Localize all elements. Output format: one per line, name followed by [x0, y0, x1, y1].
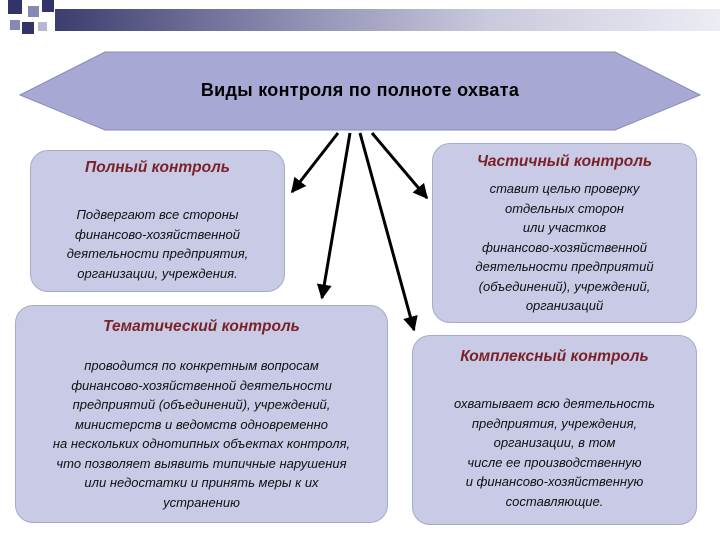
box-thematic-control: [15, 305, 388, 523]
box-full-control: [30, 150, 285, 292]
box-thematic-title: Тематический контроль: [103, 318, 300, 335]
box-partial-title: Частичный контроль: [476, 153, 653, 170]
banner-title: Виды контроля по полноте охвата: [200, 80, 520, 100]
box-complex-control: [412, 335, 697, 525]
box-partial-text: ставит целью проверку отдельных сторон или участков финансово-хозяйственной деятельности предприятий (объединений), учреждений, организаций: [475, 181, 654, 313]
box-partial-control: [432, 143, 697, 323]
box-full-title: Полный контроль: [85, 159, 230, 176]
box-thematic-text: проводится по конкретным вопросам финансово-хозяйственной деятельности предприятий (объединений), учреждений, министерств и ведомств одновременно на нескольких однотипных объектах контроля, что позволяет выявить типичные нарушения или недостатки и принять меры к их устранению: [52, 358, 351, 510]
box-full-text: Подвергают все стороны финансово-хозяйственной деятельности предприятия, организации, учреждения.: [66, 207, 249, 281]
box-complex-title: Комплексный контроль: [460, 348, 649, 365]
box-complex-text: охватывает всю деятельность предприятия, учреждения, организации, в том числе ее производственную и финансово-хозяйственную составляющие.: [454, 396, 655, 509]
